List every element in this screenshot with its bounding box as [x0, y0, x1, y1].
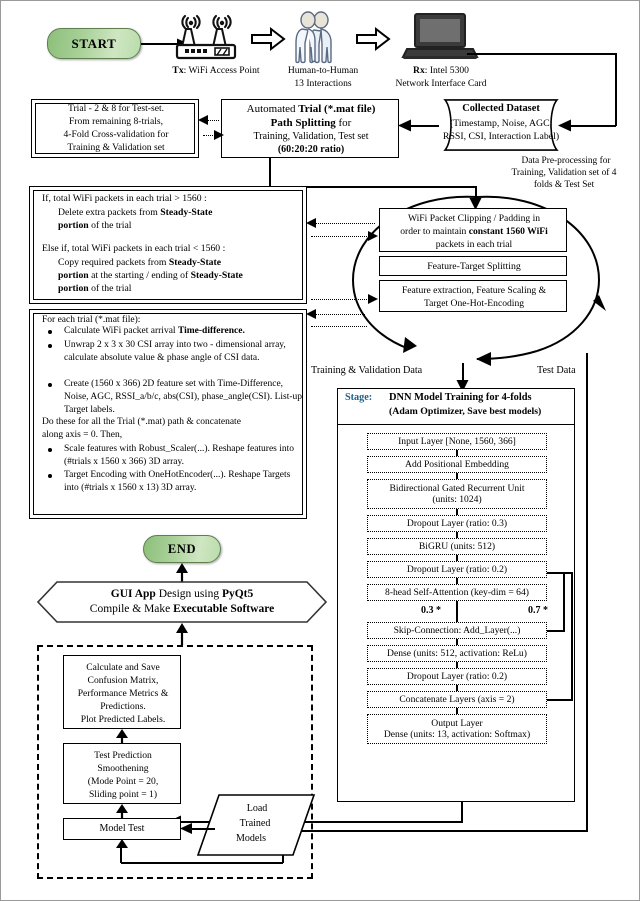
feature-extraction-box [379, 280, 567, 312]
arrow-loadmodels-to-modeltest [179, 822, 193, 836]
dnn-layer-bigru-512: BiGRU (units: 512) [367, 538, 547, 555]
collected-dataset-line1: (Timestamp, Noise, AGC, [449, 117, 553, 129]
dotted-line-feat-right-b [311, 299, 369, 300]
bullet-5 [48, 474, 52, 478]
block-arrow-right-icon-1 [251, 28, 285, 50]
arrow-clip-right [367, 230, 379, 243]
gui-line2: Compile & Make Executable Software [89, 602, 275, 615]
line-right-down [615, 53, 617, 126]
clipping-rules-box [29, 186, 307, 304]
arrow-feat-right-b [367, 293, 379, 306]
bullet-1 [48, 330, 52, 334]
gui-app-node [37, 581, 327, 623]
rx-caption-line1: Rx: Intel 5300 [413, 64, 469, 76]
skip-weight-left-label: 0.3 * [421, 605, 441, 616]
preprocessing-note-line2: Training, Validation set of 4 [511, 168, 617, 178]
smooth-line1: Test Prediction [94, 749, 152, 761]
dotted-line-feat-left [313, 314, 365, 315]
stage-title-line1: DNN Model Training for 4-folds [389, 392, 532, 403]
confusion-line5: Plot Predicted Labels. [80, 713, 166, 725]
clip-padding-box [379, 208, 567, 252]
feature-steps-mid1: Do these for all the Trial (*.mat) path & concatenate [42, 417, 241, 427]
two-people-icon [291, 11, 341, 65]
dotted-line-clip-right [311, 236, 369, 237]
dnn-layer-skip-connection: Skip-Connection: Add_Layer(...) [367, 622, 547, 639]
dnn-layer-self-attention: 8-head Self-Attention (key-dim = 64) [367, 584, 547, 601]
clipping-rules-line2: Delete extra packets from Steady-State [58, 207, 213, 218]
dnn-layer-dropout-02-a: Dropout Layer (ratio: 0.2) [367, 561, 547, 578]
confusion-line2: Confusion Matrix, [87, 674, 159, 686]
tx-caption: Tx: WiFi Access Point [172, 65, 260, 77]
clipping-rules-line6: portion at the starting / ending of Steady-State [58, 270, 243, 281]
dotted-line-feat-right-a [311, 326, 367, 327]
arrow-split-left [197, 114, 209, 127]
arrow-split-right [213, 129, 225, 142]
confusion-line4: Predictions. [100, 700, 146, 712]
stage-keyword: Stage: [345, 392, 373, 403]
h2h-caption-line2: 13 Interactions [294, 77, 352, 89]
feature-steps-b5: Target Encoding with OneHotEncoder(...). Reshape Targets into (#trials x 1560 x 13) 3D array. [64, 470, 291, 493]
dnn-layer-bigru-1024: Bidirectional Gated Recurrent Unit (units: 1024) [367, 479, 547, 509]
path-splitting-line3: Training, Validation, Test set [253, 131, 369, 143]
collected-dataset-node [435, 99, 567, 151]
line-loadmodels-to-modeltest [191, 828, 215, 830]
dnn-layer-dropout-02-b: Dropout Layer (ratio: 0.2) [367, 668, 547, 685]
feature-extraction-line1: Feature extraction, Feature Scaling & [401, 284, 547, 296]
feature-steps-header: For each trial (*.mat file): [42, 315, 141, 325]
dotted-line-clip-left [313, 223, 375, 224]
load-models-line3: Models [236, 833, 266, 845]
wifi-router-icon [173, 15, 243, 63]
load-trained-models-node [197, 794, 315, 856]
load-models-line1: Load [246, 803, 268, 815]
feature-steps-b1: Calculate WiFi packet arrival Time-difference. [64, 326, 245, 336]
dnn-layer-output: Output Layer Dense (units: 13, activation: Softmax) [367, 714, 547, 744]
start-terminal [47, 28, 141, 59]
feature-steps-b4: Scale features with Robust_Scaler(...). Reshape features into (#trials x 1560 x 366) 3D array. [64, 444, 295, 467]
dnn-layer-dropout-03: Dropout Layer (ratio: 0.3) [367, 515, 547, 532]
bullet-2 [48, 344, 52, 348]
test-data-label: Test Data [537, 365, 576, 376]
smooth-line4: Sliding point = 1) [88, 788, 158, 800]
feature-steps-b3: Create (1560 x 366) 2D feature set with Time-Difference, Noise, AGC, RSSI_a/b/c, abs(CSI), phase_angle(CSI). List-up Target labels. [64, 379, 303, 415]
clip-padding-line3: packets in each trial [435, 238, 513, 250]
feature-target-splitting-box [379, 256, 567, 276]
feature-extraction-line2: Target One-Hot-Encoding [423, 297, 525, 309]
block-arrow-right-icon-2 [356, 28, 390, 50]
collected-dataset-line2: RSSI, CSI, Interaction Label) [442, 130, 560, 142]
end-label: END [167, 541, 197, 556]
arrow-feat-left [305, 308, 317, 321]
line-bottom-feed [121, 862, 283, 864]
line-dataset-to-split [409, 125, 439, 127]
rx-caption-line2: Network Interface Card [395, 77, 487, 89]
clipping-rules-line4: Else if, total WiFi packets in each trial < 1560 : [42, 243, 226, 254]
path-splitting-line4: (60:20:20 ratio) [277, 144, 345, 156]
concat-route-bottom [547, 699, 573, 701]
h2h-caption-line1: Human-to-Human [287, 64, 359, 76]
clipping-rules-line1: If, total WiFi packets in each trial > 1560 : [42, 193, 207, 204]
end-terminal [143, 535, 221, 563]
confusion-line1: Calculate and Save [86, 661, 160, 673]
feature-steps-box [29, 309, 307, 519]
stage-title-line2: (Adam Optimizer, Save best models) [389, 406, 542, 417]
trial-split-line2: From remaining 8-trials, [68, 115, 164, 127]
path-splitting-line1: Automated Trial (*.mat file) [246, 102, 376, 115]
feature-steps-mid2: along axis = 0. Then, [42, 430, 123, 440]
clipping-rules-line5: Copy required packets from Steady-State [58, 257, 222, 268]
collected-dataset-title: Collected Dataset [462, 103, 540, 115]
trial-split-line1: Trial - 2 & 8 for Test-set. [67, 102, 165, 114]
feature-steps-b2: Unwrap 2 x 3 x 30 CSI array into two - dimensional array, calculate absolute value & phase angle of CSI data. [64, 340, 286, 363]
concat-route-vert [571, 572, 573, 700]
preprocessing-note-line1: Data Pre-processing for [521, 156, 611, 166]
prediction-smoothening-box [63, 743, 181, 804]
confusion-line3: Performance Metrics & [77, 687, 169, 699]
model-test-label: Model Test [99, 823, 145, 835]
line-split-down [269, 158, 271, 187]
smooth-line2: Smoothening [97, 762, 149, 774]
connector-7 [456, 601, 458, 623]
load-models-line2: Trained [239, 818, 271, 830]
skip-weight-right-label: 0.7 * [528, 605, 548, 616]
arrow-gui-to-end [174, 563, 190, 583]
trial-split-box [31, 99, 199, 158]
trial-split-line3: 4-Fold Cross-validation for [63, 128, 169, 140]
confusion-matrix-box [63, 655, 181, 729]
dnn-layer-input: Input Layer [None, 1560, 366] [367, 433, 547, 450]
dnn-stage-header [337, 388, 575, 425]
dnn-layer-positional-embedding: Add Positional Embedding [367, 456, 547, 473]
arrow-bottom-into-modeltest [114, 839, 130, 853]
clipping-rules-line7: portion of the trial [58, 283, 132, 294]
training-validation-data-label: Training & Validation Data [311, 365, 423, 376]
line-dnn-out-down [461, 802, 463, 823]
trial-split-line4: Training & Validation set [67, 141, 165, 153]
smooth-line3: (Mode Point = 20, [87, 775, 159, 787]
line-into-dataset [567, 125, 616, 127]
clipping-rules-line3: portion of the trial [58, 220, 132, 231]
start-label: START [71, 35, 117, 51]
line-test-data-left [283, 830, 588, 832]
arrow-modeltest-to-smooth [114, 804, 130, 819]
path-splitting-line2: Path Splitting for [270, 116, 352, 129]
dnn-layer-concatenate: Concatenate Layers (axis = 2) [367, 691, 547, 708]
line-test-data-down [586, 353, 588, 831]
gui-line1: GUI App Design using PyQt5 [110, 587, 254, 600]
skip-route-bottom [547, 630, 565, 632]
preprocessing-note-line3: folds & Test Set [533, 180, 595, 190]
dnn-layer-dense-512: Dense (units: 512, activation: ReLu) [367, 645, 547, 662]
model-test-box [63, 818, 181, 840]
concat-route-top [547, 572, 573, 574]
line-laptop-right [467, 53, 617, 55]
bullet-4 [48, 448, 52, 452]
skip-route-vert [563, 572, 565, 631]
bullet-3 [48, 383, 52, 387]
feature-target-splitting-label: Feature-Target Splitting [427, 261, 521, 273]
path-splitting-box [221, 99, 399, 158]
arrow-clip-left [305, 217, 317, 230]
arrow-confusion-to-gui [174, 623, 190, 645]
clip-padding-line1: WiFi Packet Clipping / Padding in [407, 212, 541, 224]
clip-padding-line2: order to maintain constant 1560 WiFi [400, 225, 548, 237]
